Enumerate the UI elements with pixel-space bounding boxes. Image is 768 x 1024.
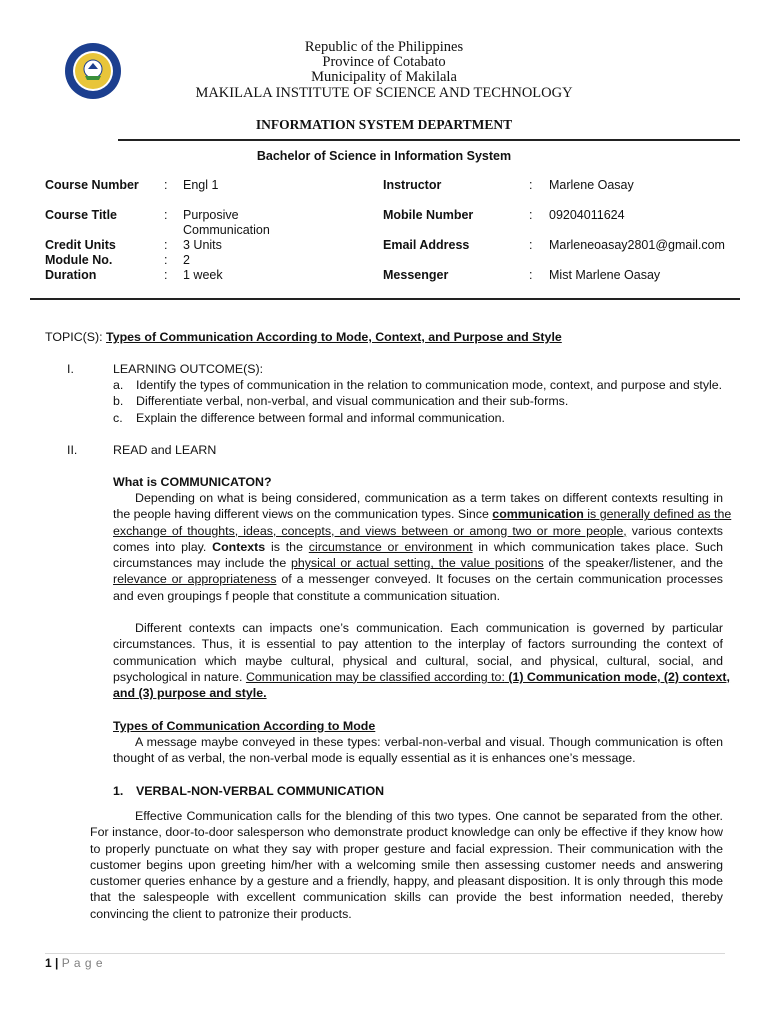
colon: : [164,178,168,192]
module-no-label: Module No. [45,253,113,267]
verbal-nonverbal-heading: VERBAL-NON-VERBAL COMMUNICATION [136,784,385,798]
colon: : [529,238,533,252]
what-is-communication-heading: What is COMMUNICATON? [113,475,272,489]
outcome-item-a: Identify the types of communication in the relation to communication mode, context, and purpose and style. [136,378,723,392]
p4-line: Effective Communication calls for the blending of this two types. One cannot be separated from the other. [135,809,723,823]
credit-units-label: Credit Units [45,238,116,252]
colon: : [529,178,533,192]
mobile-number-value: 09204011624 [549,208,625,222]
topic-title: Types of Communication According to Mode, Context, and Purpose and Style [106,330,562,344]
p1-line: exchange of thoughts, ideas, concepts, and views between or among two or more people, various contexts [113,523,723,538]
course-title-label: Course Title [45,208,118,222]
p4-line: customer begins upon greeting him/her with a welcoming smile then assessing customer needs and answering [90,857,723,872]
duration-label: Duration [45,268,97,282]
topic-line [45,329,562,345]
outcome-marker-b: b. [113,394,124,408]
colon: : [164,208,168,222]
page-separator: | [51,956,62,970]
paragraph-contexts [113,620,731,701]
outcome-marker-a: a. [113,378,124,392]
p4-line: customer queries enhance by a gesture and a friendly, happy, and pleasant disposition. It is only through this mode [90,874,723,889]
course-title-value-line2: Communication [183,223,270,237]
program-title: Bachelor of Science in Information System [256,149,512,163]
subsection-1-number: 1. [113,784,124,798]
p2-line: and (3) purpose and style. [113,686,267,701]
colon: : [529,208,533,222]
p2-line: Different contexts can impacts one’s communication. Each communication is governed by particular [135,621,723,635]
colon: : [164,253,168,267]
p1-line: and even groupings f people that constitute a communication situation. [113,588,501,603]
paragraph-communication-context [113,490,732,604]
topic-prefix: TOPIC(S): [45,330,107,344]
p2-line: communication which maybe cultural, physical and cultural, social, and physical, cultural, social, and [113,653,723,668]
duration-value: 1 week [183,268,223,282]
mobile-number-label: Mobile Number [383,208,474,222]
email-address-label: Email Address [383,238,470,252]
p4-line: For instance, door-to-door salesperson who demonstrate product knowledge can only be effective if they know how [90,825,723,840]
messenger-value: Mist Marlene Oasay [549,268,661,282]
messenger-label: Messenger [383,268,449,282]
p3-line: A message maybe conveyed in these types: verbal-non-verbal and visual. Though communication is often [135,735,723,749]
footer-divider [45,953,725,954]
p1-line: the people having different views on the communication types. Since communication is generally defined as the [113,507,732,522]
p2-line: psychological in nature. Communication may be classified according to: (1) Communication mode, (2) context, [113,669,731,684]
section-2-numeral: II. [67,443,78,457]
p4-line: convincing the client to patronize their products. [90,906,352,921]
department-title: INFORMATION SYSTEM DEPARTMENT [255,117,513,132]
module-no-value: 2 [183,253,190,267]
page-label: P a g e [61,956,104,970]
p3-line: thought of as verbal, the non-verbal mode is equally essential as it is enhances one’s message. [113,751,636,766]
colon: : [164,268,168,282]
instructor-label: Instructor [383,178,442,192]
types-by-mode-heading: Types of Communication According to Mode [113,719,376,733]
course-number-value: Engl 1 [183,178,219,192]
p1-line: relevance or appropriateness of a messenger conveyed. It focuses on the certain communication processes [113,572,723,587]
header-institution: MAKILALA INSTITUTE OF SCIENCE AND TECHNOLOGY [195,85,573,101]
outcome-item-b: Differentiate verbal, non-verbal, and visual communication and their sub-forms. [136,394,569,408]
credit-units-value: 3 Units [183,238,222,252]
paragraph-verbal-nonverbal [90,808,723,922]
header-republic: Republic of the Philippines [304,39,464,55]
page-number: 1 [45,956,52,970]
p4-line: to properly punctuate on what they say with proper gesture and facial expression. Their communication with the [90,841,723,856]
course-title-value-line1: Purposive [183,208,239,222]
section-1-heading: LEARNING OUTCOME(S): [113,362,264,376]
outcome-marker-c: c. [113,411,123,425]
p1-line: circumstances may include the physical or actual setting, the value positions of the speaker/listener, and the [113,556,723,571]
section-1-numeral: I. [67,362,74,376]
info-divider [30,298,740,300]
paragraph-message-types [113,734,723,767]
header-municipality: Municipality of Makilala [311,69,457,85]
outcome-item-c: Explain the difference between formal and informal communication. [136,411,505,425]
header-divider [118,139,740,141]
p2-line: circumstances. Thus, it is essential to pay attention to the interplay of factors surrounding the context of [113,637,723,652]
page-footer [45,956,103,970]
p4-line: that the salespeople with excellent communication skills can provide the best information needed, thereby [90,890,723,905]
instructor-value: Marlene Oasay [549,178,634,192]
colon: : [529,268,533,282]
course-number-label: Course Number [45,178,139,192]
header-province: Province of Cotabato [322,54,446,70]
p1-line: comes into play. Contexts is the circumstance or environment in which communication takes place. Such [113,539,723,554]
p1-line: Depending on what is being considered, communication as a term takes on different contexts resulting in [135,491,723,505]
colon: : [164,238,168,252]
email-address-value: Marleneoasay2801@gmail.com [549,238,725,252]
section-2-heading: READ and LEARN [113,443,217,457]
